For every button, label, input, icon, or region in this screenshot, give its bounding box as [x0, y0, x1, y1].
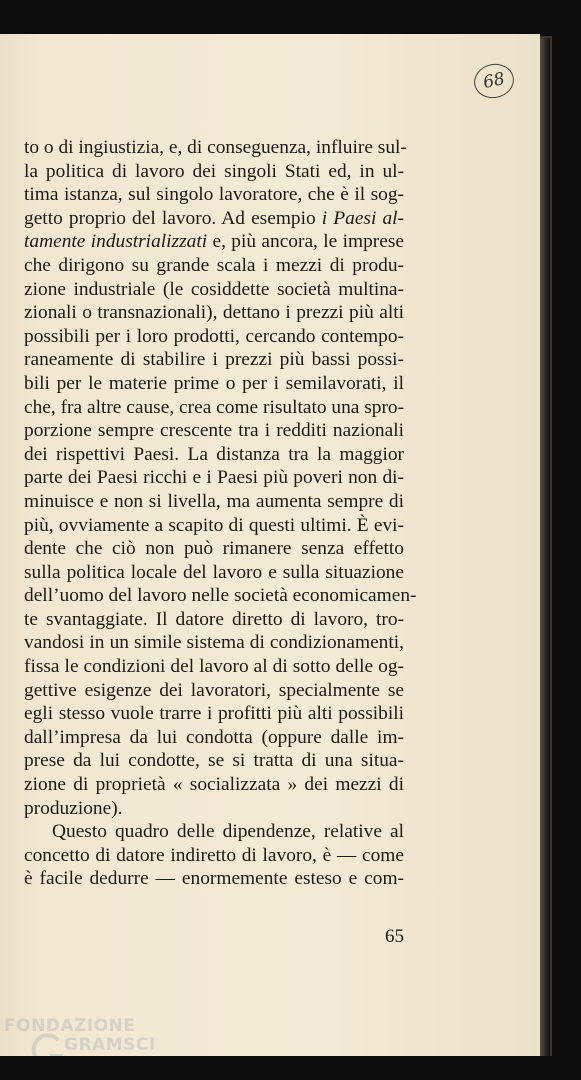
- text-line: [24, 301, 404, 325]
- text-span: concetto di datore indiretto di lavoro, è — come: [24, 844, 404, 866]
- text-line: [24, 679, 404, 703]
- text-line: [24, 136, 407, 160]
- text-span: sulla politica locale del lavoro e sulla situazione: [24, 561, 404, 583]
- watermark-line-2: GRAMSCI: [64, 1035, 156, 1055]
- text-line: [24, 773, 404, 797]
- text-span: vandosi in un simile sistema di condizionamenti,: [24, 632, 404, 654]
- text-span: zionali o transnazionali), dettano i prezzi più alti: [24, 302, 404, 324]
- text-span: minuisce e non si livella, ma aumenta sempre di: [24, 490, 404, 512]
- text-span: possibili per i loro prodotti, cercando contempo-: [24, 325, 404, 347]
- text-line: [24, 466, 404, 490]
- text-span: che, fra altre cause, crea come risultato una spro-: [24, 396, 405, 418]
- text-span: tima istanza, sul singolo lavoratore, che è il sog-: [24, 184, 404, 206]
- page-edge: [540, 38, 550, 1056]
- text-span: zione di proprietà « socializzata » dei mezzi di: [24, 774, 404, 796]
- text-line: [24, 254, 404, 278]
- page-number: 65: [385, 926, 404, 947]
- text-line: [24, 325, 404, 349]
- text-line: [24, 655, 404, 679]
- italic-span: tamente industrializzati: [24, 231, 208, 253]
- text-span: dei rispettivi Paesi. La distanza tra la maggior: [24, 443, 404, 465]
- text-line: [24, 207, 404, 231]
- text-span: porzione sempre crescente tra i redditi nazionali: [24, 420, 404, 442]
- text-line: [24, 726, 404, 750]
- handwritten-folio-number: 68: [471, 60, 517, 102]
- text-span: e, più ancora, le imprese: [207, 231, 404, 253]
- text-span: te svantaggiate. Il datore diretto di lavoro, tro-: [24, 608, 404, 630]
- text-line: [24, 278, 404, 302]
- text-span: to o di ingiustizia, e, di conseguenza, influire sul-: [24, 137, 407, 158]
- text-line: [24, 372, 404, 396]
- text-span: più, ovviamente a scapito di questi ultimi. È evi-: [24, 514, 404, 536]
- text-line: [24, 844, 404, 868]
- text-span: la politica di lavoro dei singoli Stati ed, in ul-: [24, 160, 404, 182]
- italic-span: i Paesi al-: [321, 207, 405, 229]
- text-span: dall’impresa da lui condotta (oppure dalle im-: [24, 726, 404, 748]
- text-line: [24, 419, 404, 443]
- text-span: raneamente di stabilire i prezzi più bassi possi-: [24, 349, 404, 371]
- text-span: è facile dedurre — enormemente esteso e com-: [24, 868, 404, 890]
- text-line: [24, 443, 404, 467]
- text-span: dell’uomo del lavoro nelle società economicamen-: [24, 585, 417, 607]
- text-line: [24, 631, 404, 655]
- text-span: parte dei Paesi ricchi e i Paesi più poveri non di-: [24, 467, 404, 489]
- text-line: [24, 702, 404, 726]
- text-line: [24, 867, 404, 891]
- text-span: bili per le materie prime o per i semilavorati, il: [24, 372, 404, 394]
- scan-background: [0, 1056, 581, 1080]
- text-span: gettive esigenze dei lavoratori, specialmente se: [24, 679, 404, 701]
- watermark-line-1: FONDAZIONE: [4, 1016, 136, 1036]
- text-line: [24, 160, 404, 184]
- text-line: [24, 490, 404, 514]
- text-span: dente che ciò non può rimanere senza effetto: [24, 538, 404, 560]
- text-span: getto proprio del lavoro. Ad esempio: [24, 207, 322, 229]
- text-line: [24, 608, 404, 632]
- text-line: [24, 584, 417, 608]
- text-span: prese da lui condotte, se si tratta di una situa-: [24, 750, 404, 772]
- text-line: [24, 514, 404, 538]
- text-line: [24, 561, 404, 585]
- text-line: [24, 396, 404, 420]
- text-line: [24, 230, 404, 254]
- text-span: Questo quadro delle dipendenze, relative al: [52, 821, 404, 843]
- text-line: [24, 749, 404, 773]
- text-line: [24, 183, 404, 207]
- body-text: [24, 136, 417, 891]
- text-span: egli stesso vuole trarre i profitti più alti possibili: [24, 703, 404, 725]
- text-line: [24, 348, 404, 372]
- text-span: fissa le condizioni del lavoro al di sotto delle og-: [24, 656, 404, 678]
- text-span: che dirigono su grande scala i mezzi di produ-: [24, 254, 404, 276]
- text-line: [24, 820, 404, 844]
- text-span: zione industriale (le cosiddette società multina-: [24, 278, 404, 300]
- text-span: produzione).: [24, 797, 123, 819]
- text-line: [24, 537, 404, 561]
- text-line: [24, 797, 404, 821]
